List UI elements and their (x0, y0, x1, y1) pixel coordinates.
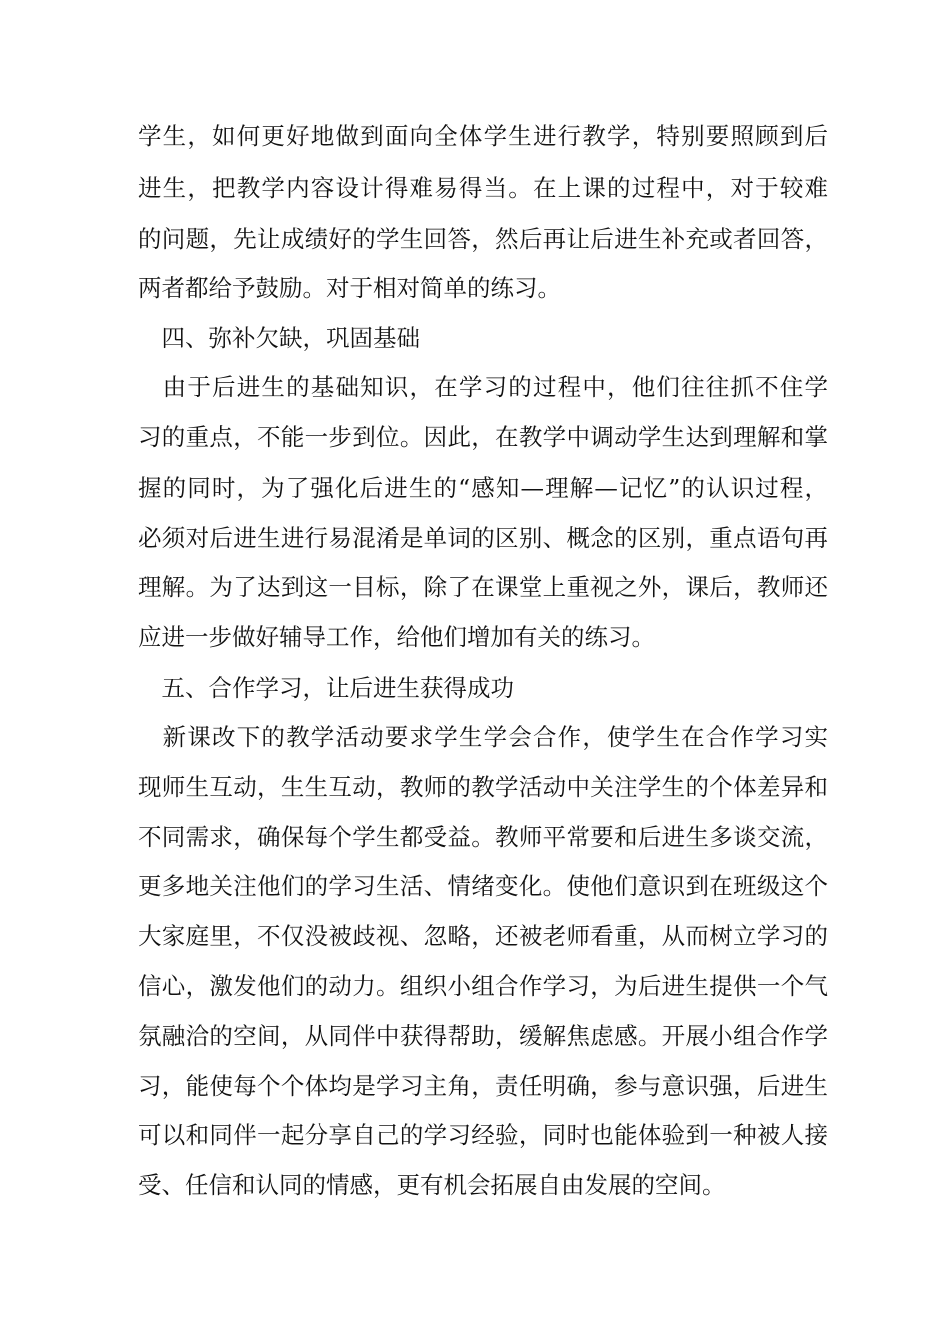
text-line: 进生，把教学内容设计得难易得当。在上课的过程中，对于较难 (138, 174, 828, 202)
text-line: 不同需求，确保每个学生都受益。教师平常要和后进生多谈交流， (138, 823, 828, 851)
text-line: 理解。为了达到这一目标，除了在课堂上重视之外，课后，教师还 (138, 573, 828, 601)
section-heading: 四、弥补欠缺，巩固基础 (138, 324, 420, 352)
text-line: 更多地关注他们的学习生活、情绪变化。使他们意识到在班级这个 (138, 872, 828, 900)
text-line: 学生，如何更好地做到面向全体学生进行教学，特别要照顾到后 (138, 122, 828, 150)
text-line: 受、任信和认同的情感，更有机会拓展自由发展的空间。 (138, 1171, 726, 1199)
text-line: 两者都给予鼓励。对于相对简单的练习。 (138, 274, 561, 302)
text-line: 由于后进生的基础知识，在学习的过程中，他们往往抓不住学 (138, 373, 828, 401)
section-heading: 五、合作学习，让后进生获得成功 (138, 674, 514, 702)
text-line: 必须对后进生进行易混淆是单词的区别、概念的区别，重点语句再 (138, 524, 828, 552)
text-line: 应进一步做好辅导工作，给他们增加有关的练习。 (138, 623, 655, 651)
text-line: 现师生互动，生生互动，教师的教学活动中关注学生的个体差异和 (138, 773, 828, 801)
text-line: 大家庭里，不仅没被歧视、忽略，还被老师看重，从而树立学习的 (138, 922, 828, 950)
text-line: 习的重点，不能一步到位。因此，在教学中调动学生达到理解和掌 (138, 423, 828, 451)
text-line: 习，能使每个个体均是学习主角，责任明确，参与意识强，后进生 (138, 1072, 828, 1100)
text-line: 新课改下的教学活动要求学生学会合作，使学生在合作学习实 (138, 723, 828, 751)
text-line: 的问题，先让成绩好的学生回答，然后再让后进生补充或者回答， (138, 225, 828, 253)
text-line: 信心，激发他们的动力。组织小组合作学习，为后进生提供一个气 (138, 972, 828, 1000)
text-line: 握的同时，为了强化后进生的“感知—理解—记忆”的认识过程， (138, 474, 828, 502)
text-line: 可以和同伴一起分享自己的学习经验，同时也能体验到一种被人接 (138, 1121, 828, 1149)
text-line: 氛融洽的空间，从同伴中获得帮助，缓解焦虑感。开展小组合作学 (138, 1022, 828, 1050)
